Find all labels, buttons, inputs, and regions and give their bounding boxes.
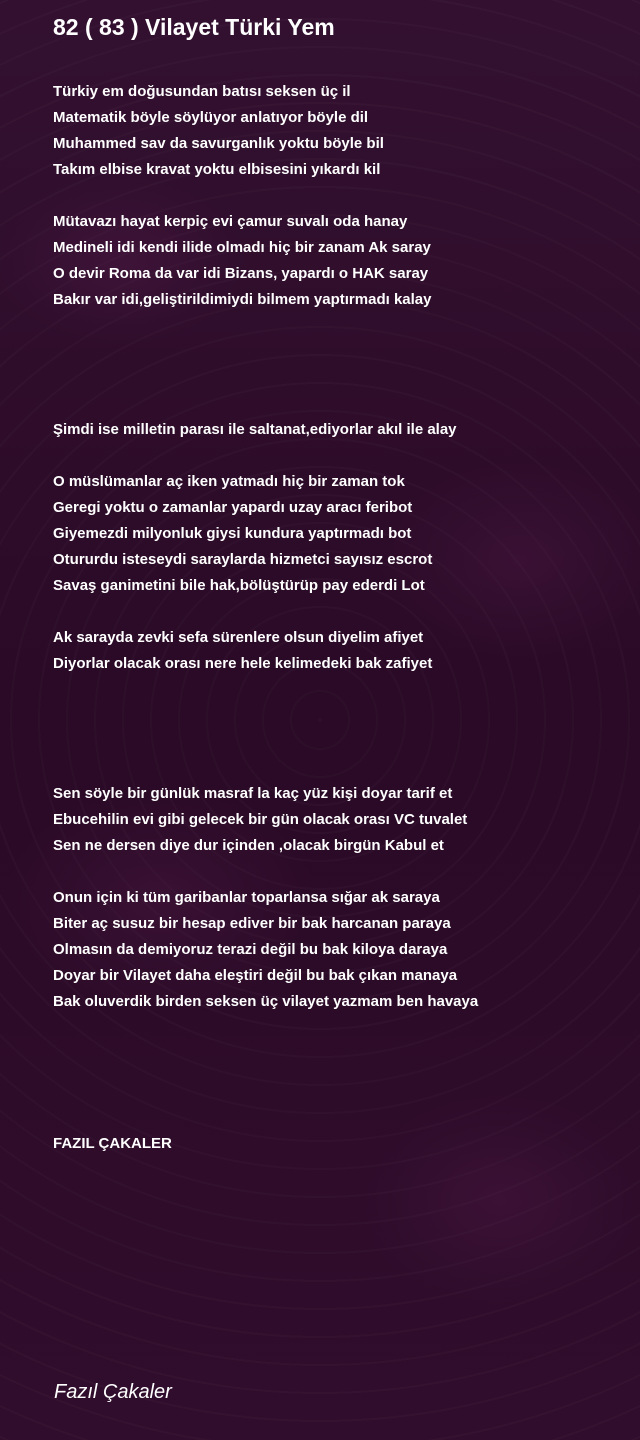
poem-line: Mütavazı hayat kerpiç evi çamur suvalı oda hanay — [53, 213, 408, 230]
poem-line: Muhammed sav da savurganlık yoktu böyle bil — [53, 135, 384, 152]
poem-line: Sen ne dersen diye dur içinden ,olacak birgün Kabul et — [53, 837, 444, 854]
poem-line: Olmasın da demiyoruz terazi değil bu bak kiloya daraya — [53, 941, 448, 958]
poem-line: Doyar bir Vilayet daha eleştiri değil bu bak çıkan manaya — [53, 967, 458, 984]
poem-line: Matematik böyle söylüyor anlatıyor böyle dil — [53, 109, 369, 126]
stanza — [53, 625, 633, 677]
poem-line: O devir Roma da var idi Bizans, yapardı o HAK saray — [53, 265, 429, 282]
stanza-gap — [53, 599, 633, 625]
poem-body — [53, 79, 633, 1015]
poem-line: Ak sarayda zevki sefa sürenlere olsun diyelim afiyet — [53, 629, 424, 646]
poem-line: Biter aç susuz bir hesap ediver bir bak harcanan paraya — [53, 915, 451, 932]
poem-title: 82 ( 83 ) Vilayet Türki Yem — [53, 14, 335, 40]
poem-line: Onun için ki tüm garibanlar toparlansa sığar ak saraya — [53, 889, 440, 906]
poem-line: Otururdu isteseydi saraylarda hizmetci sayısız escrot — [53, 551, 433, 568]
stanza — [53, 885, 633, 1015]
stanza — [53, 209, 633, 313]
poem-line: Ebucehilin evi gibi gelecek bir gün olacak orası VC tuvalet — [53, 811, 468, 828]
poem-line: Diyorlar olacak orası nere hele kelimedeki bak zafiyet — [53, 655, 433, 672]
poem-line: Takım elbise kravat yoktu elbisesini yıkardı kil — [53, 161, 381, 178]
stanza-gap — [53, 183, 633, 209]
poem-line: Sen söyle bir günlük masraf la kaç yüz kişi doyar tarif et — [53, 785, 453, 802]
footer-author-name: Fazıl Çakaler — [54, 1381, 172, 1403]
stanza — [53, 79, 633, 183]
poem-line: Bak oluverdik birden seksen üç vilayet yazmam ben havaya — [53, 993, 479, 1010]
poem-line: O müslümanlar aç iken yatmadı hiç bir zaman tok — [53, 473, 405, 490]
author-signature: FAZIL ÇAKALER — [53, 1135, 172, 1152]
stanza-gap — [53, 677, 633, 755]
stanza-gap — [53, 443, 633, 469]
stanza — [53, 469, 633, 599]
poem-line: Savaş ganimetini bile hak,bölüştürüp pay ederdi Lot — [53, 577, 425, 594]
stanza-gap — [53, 391, 633, 417]
poem-line: Türkiy em doğusundan batısı seksen üç il — [53, 83, 351, 100]
poem-line: Geregi yoktu o zamanlar yapardı uzay aracı feribot — [53, 499, 413, 516]
stanza-gap — [53, 313, 633, 391]
stanza-gap — [53, 859, 633, 885]
poem-line: Bakır var idi,geliştirildimiydi bilmem yaptırmadı kalay — [53, 291, 432, 308]
poem-line: Şimdi ise milletin parası ile saltanat,ediyorlar akıl ile alay — [53, 421, 457, 438]
stanza-gap — [53, 755, 633, 781]
poem-line: Medineli idi kendi ilide olmadı hiç bir zanam Ak saray — [53, 239, 431, 256]
stanza — [53, 417, 633, 443]
poem-line: Giyemezdi milyonluk giysi kundura yaptırmadı bot — [53, 525, 412, 542]
stanza — [53, 781, 633, 859]
